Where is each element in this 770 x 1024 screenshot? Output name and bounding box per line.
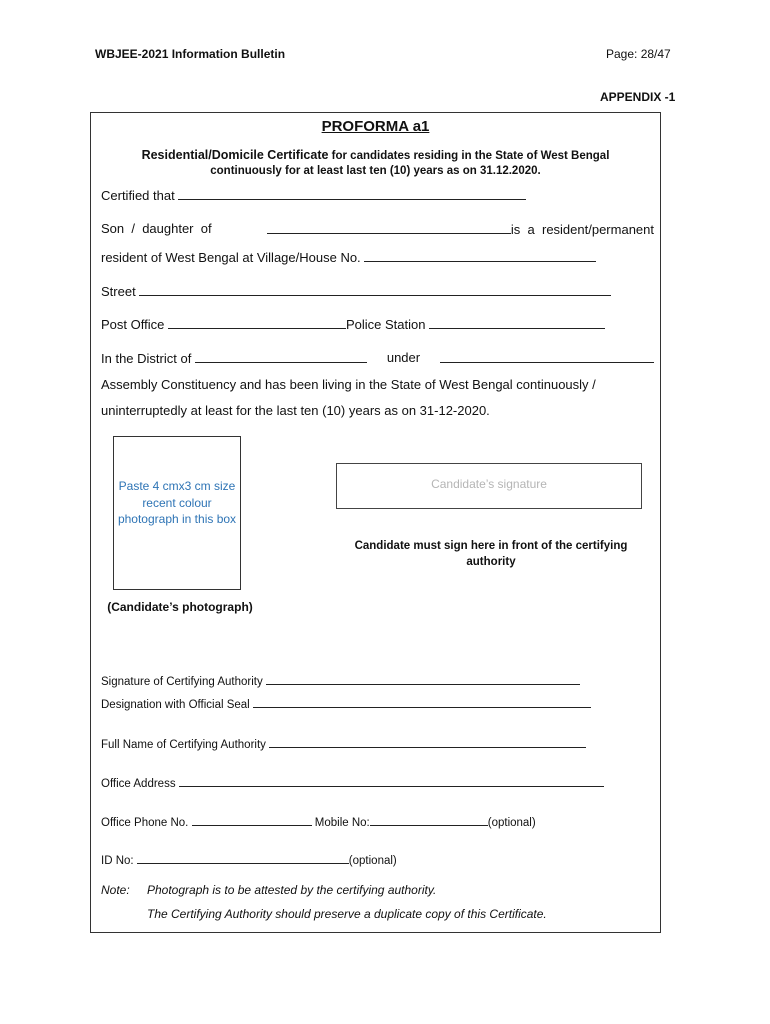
id-row xyxy=(101,851,397,867)
is-resident-label: is a resident/permanent xyxy=(510,222,654,237)
post-office-label: Post Office xyxy=(101,317,165,332)
proforma-subtitle-line2: continuously for at least last ten (10) years as on 31.12.2020. xyxy=(210,165,541,177)
assembly-field[interactable] xyxy=(440,350,654,363)
police-station-field[interactable] xyxy=(429,316,605,329)
note-label: Note: xyxy=(101,883,130,897)
post-office-field[interactable] xyxy=(168,316,346,329)
proforma-subtitle xyxy=(100,148,651,162)
photo-caption: (Candidate’s photograph) xyxy=(107,600,253,614)
district-label: In the District of xyxy=(101,351,192,366)
district-field[interactable] xyxy=(195,350,367,363)
assembly-line: Assembly Constituency and has been living in the State of West Bengal continuously / xyxy=(101,377,596,392)
office-address-label: Office Address xyxy=(101,778,176,790)
appendix-label: APPENDIX -1 xyxy=(600,90,676,104)
mobile-field[interactable] xyxy=(370,813,488,826)
signature-note: Candidate must sign here in front of the certifying authority xyxy=(354,540,628,568)
post-police-row xyxy=(101,316,605,332)
photo-instruction: Paste 4 cmx3 cm size recent colour photograph in this box xyxy=(117,479,237,526)
street-label: Street xyxy=(101,284,136,299)
phone-row xyxy=(101,813,536,829)
certified-that-label: Certified that xyxy=(101,188,175,203)
full-name-field[interactable] xyxy=(269,735,586,748)
designation-field[interactable] xyxy=(253,695,591,708)
designation-label: Designation with Official Seal xyxy=(101,699,250,711)
bulletin-title: WBJEE-2021 Information Bulletin xyxy=(95,47,286,61)
office-address-field[interactable] xyxy=(179,774,604,787)
office-phone-label: Office Phone No. xyxy=(101,817,189,829)
designation-row xyxy=(101,695,591,711)
mobile-optional-label: (optional) xyxy=(487,817,536,829)
note-line-1: Photograph is to be attested by the certifying authority. xyxy=(147,883,437,897)
uninterrupted-line: uninterruptedly at least for the last ten (10) years as on 31-12-2020. xyxy=(101,403,490,418)
authority-signature-field[interactable] xyxy=(266,672,580,685)
parent-name-field[interactable] xyxy=(267,221,511,234)
police-station-label: Police Station xyxy=(345,317,426,332)
subtitle-bold: Residential/Domicile Certificate xyxy=(141,148,329,162)
page-number: Page: 28/47 xyxy=(606,47,671,61)
proforma-title: PROFORMA a1 xyxy=(321,118,430,135)
son-daughter-label: Son / daughter of xyxy=(101,221,212,236)
certified-name-field[interactable] xyxy=(178,187,526,200)
street-row xyxy=(101,283,611,299)
resident-wb-label: resident of West Bengal at Village/House No. xyxy=(101,250,361,265)
office-address-row xyxy=(101,774,604,790)
street-field[interactable] xyxy=(139,283,611,296)
authority-signature-row xyxy=(101,672,580,688)
district-row xyxy=(101,350,654,366)
mobile-label: Mobile No: xyxy=(314,817,370,829)
full-name-row xyxy=(101,735,586,751)
village-house-field[interactable] xyxy=(364,249,596,262)
under-label: under xyxy=(386,350,421,365)
certified-that-row xyxy=(101,187,526,203)
id-field[interactable] xyxy=(137,851,349,864)
parent-row xyxy=(101,221,654,237)
id-optional-label: (optional) xyxy=(348,855,397,867)
id-label: ID No: xyxy=(101,855,134,867)
note-line-2: The Certifying Authority should preserve a duplicate copy of this Certificate. xyxy=(147,907,547,921)
office-phone-field[interactable] xyxy=(192,813,312,826)
full-name-label: Full Name of Certifying Authority xyxy=(101,739,266,751)
subtitle-rest: for candidates residing in the State of West Bengal xyxy=(328,150,610,162)
authority-signature-label: Signature of Certifying Authority xyxy=(101,676,263,688)
signature-placeholder: Candidate’s signature xyxy=(431,477,547,491)
village-row xyxy=(101,249,596,265)
